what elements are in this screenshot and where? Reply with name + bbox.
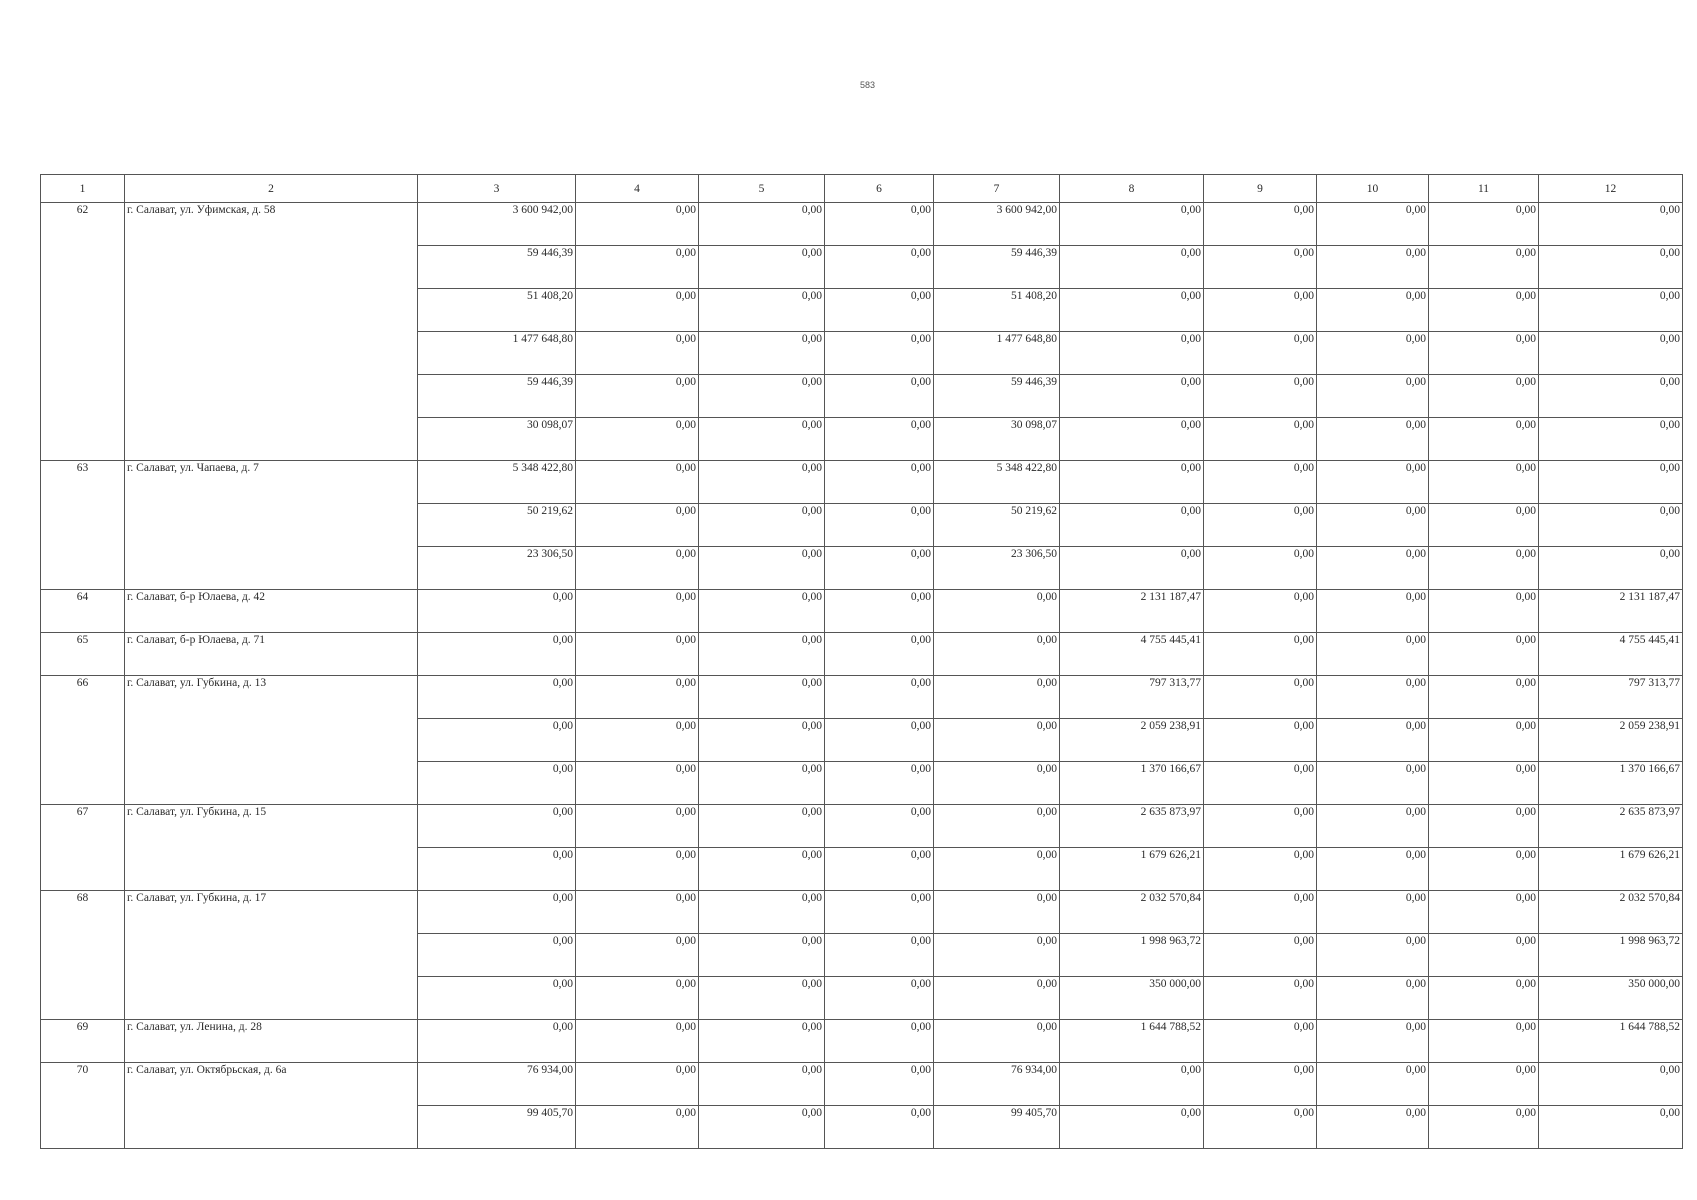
amount-cell: 0,00 (418, 590, 576, 633)
address-cell: г. Салават, ул. Уфимская, д. 58 (125, 203, 418, 461)
amount-cell: 0,00 (825, 977, 934, 1020)
amount-cell: 0,00 (576, 547, 699, 590)
amount-cell: 0,00 (934, 676, 1060, 719)
amount-cell: 0,00 (1539, 332, 1683, 375)
amount-cell: 0,00 (1204, 203, 1317, 246)
amount-cell: 1 644 788,52 (1539, 1020, 1683, 1063)
amount-cell: 0,00 (576, 1020, 699, 1063)
amount-cell: 0,00 (699, 246, 825, 289)
amount-cell: 0,00 (699, 1106, 825, 1149)
amount-cell: 0,00 (825, 1020, 934, 1063)
amount-cell: 1 679 626,21 (1539, 848, 1683, 891)
amount-cell: 0,00 (576, 805, 699, 848)
amount-cell: 2 059 238,91 (1060, 719, 1204, 762)
row-number: 64 (41, 590, 125, 633)
column-header: 2 (125, 175, 418, 203)
amount-cell: 0,00 (1317, 934, 1429, 977)
amount-cell: 0,00 (1204, 289, 1317, 332)
amount-cell: 0,00 (1539, 1106, 1683, 1149)
amount-cell: 0,00 (1429, 375, 1539, 418)
column-header: 9 (1204, 175, 1317, 203)
address-cell: г. Салават, ул. Чапаева, д. 7 (125, 461, 418, 590)
amount-cell: 0,00 (1539, 203, 1683, 246)
amount-cell: 3 600 942,00 (418, 203, 576, 246)
amount-cell: 0,00 (825, 891, 934, 934)
amount-cell: 0,00 (699, 934, 825, 977)
amount-cell: 0,00 (576, 762, 699, 805)
register-table (40, 174, 1683, 1149)
amount-cell: 1 477 648,80 (934, 332, 1060, 375)
row-number: 63 (41, 461, 125, 590)
amount-cell: 0,00 (1317, 375, 1429, 418)
amount-cell: 0,00 (576, 332, 699, 375)
amount-cell: 0,00 (1204, 504, 1317, 547)
amount-cell: 0,00 (825, 1063, 934, 1106)
amount-cell: 350 000,00 (1060, 977, 1204, 1020)
amount-cell: 0,00 (699, 418, 825, 461)
amount-cell: 0,00 (825, 590, 934, 633)
amount-cell: 0,00 (1429, 504, 1539, 547)
address-cell: г. Салават, б-р Юлаева, д. 42 (125, 590, 418, 633)
amount-cell: 0,00 (1429, 246, 1539, 289)
amount-cell: 0,00 (1317, 1063, 1429, 1106)
amount-cell: 0,00 (825, 934, 934, 977)
amount-cell: 2 032 570,84 (1060, 891, 1204, 934)
amount-cell: 0,00 (1060, 246, 1204, 289)
amount-cell: 0,00 (576, 289, 699, 332)
amount-cell: 0,00 (1204, 934, 1317, 977)
amount-cell: 0,00 (825, 289, 934, 332)
amount-cell: 2 131 187,47 (1060, 590, 1204, 633)
column-header: 10 (1317, 175, 1429, 203)
amount-cell: 0,00 (699, 461, 825, 504)
amount-cell: 0,00 (825, 203, 934, 246)
amount-cell: 23 306,50 (418, 547, 576, 590)
row-number: 67 (41, 805, 125, 891)
amount-cell: 0,00 (1317, 719, 1429, 762)
amount-cell: 59 446,39 (418, 246, 576, 289)
amount-cell: 797 313,77 (1539, 676, 1683, 719)
amount-cell: 51 408,20 (418, 289, 576, 332)
amount-cell: 0,00 (1429, 891, 1539, 934)
amount-cell: 0,00 (1429, 719, 1539, 762)
table-row (41, 461, 1683, 504)
amount-cell: 50 219,62 (934, 504, 1060, 547)
amount-cell: 5 348 422,80 (934, 461, 1060, 504)
amount-cell: 0,00 (825, 719, 934, 762)
amount-cell: 2 635 873,97 (1060, 805, 1204, 848)
amount-cell: 0,00 (1060, 461, 1204, 504)
address-cell: г. Салават, ул. Ленина, д. 28 (125, 1020, 418, 1063)
amount-cell: 59 446,39 (934, 246, 1060, 289)
amount-cell: 0,00 (1317, 1106, 1429, 1149)
amount-cell: 0,00 (576, 1063, 699, 1106)
table-row (41, 590, 1683, 633)
amount-cell: 0,00 (1060, 332, 1204, 375)
amount-cell: 0,00 (934, 1020, 1060, 1063)
column-header: 8 (1060, 175, 1204, 203)
amount-cell: 0,00 (699, 1063, 825, 1106)
amount-cell: 0,00 (418, 1020, 576, 1063)
amount-cell: 76 934,00 (934, 1063, 1060, 1106)
amount-cell: 0,00 (1060, 547, 1204, 590)
amount-cell: 0,00 (576, 246, 699, 289)
amount-cell: 0,00 (699, 848, 825, 891)
amount-cell: 0,00 (576, 848, 699, 891)
amount-cell: 0,00 (576, 203, 699, 246)
amount-cell: 0,00 (1204, 418, 1317, 461)
amount-cell: 0,00 (1539, 418, 1683, 461)
amount-cell: 0,00 (934, 719, 1060, 762)
amount-cell: 2 032 570,84 (1539, 891, 1683, 934)
amount-cell: 0,00 (1060, 203, 1204, 246)
amount-cell: 0,00 (1429, 1020, 1539, 1063)
amount-cell: 1 998 963,72 (1060, 934, 1204, 977)
amount-cell: 0,00 (1429, 633, 1539, 676)
amount-cell: 0,00 (418, 891, 576, 934)
amount-cell: 0,00 (825, 418, 934, 461)
amount-cell: 0,00 (934, 891, 1060, 934)
amount-cell: 0,00 (1317, 1020, 1429, 1063)
amount-cell: 0,00 (1060, 418, 1204, 461)
amount-cell: 0,00 (825, 805, 934, 848)
amount-cell: 0,00 (1317, 762, 1429, 805)
address-cell: г. Салават, ул. Октябрьская, д. 6а (125, 1063, 418, 1149)
amount-cell: 0,00 (1429, 547, 1539, 590)
amount-cell: 0,00 (699, 332, 825, 375)
amount-cell: 797 313,77 (1060, 676, 1204, 719)
table-row (41, 203, 1683, 246)
amount-cell: 0,00 (1317, 590, 1429, 633)
amount-cell: 0,00 (1539, 1063, 1683, 1106)
amount-cell: 0,00 (1539, 547, 1683, 590)
address-cell: г. Салават, ул. Губкина, д. 15 (125, 805, 418, 891)
amount-cell: 0,00 (1317, 891, 1429, 934)
column-header: 5 (699, 175, 825, 203)
column-header: 4 (576, 175, 699, 203)
amount-cell: 0,00 (418, 977, 576, 1020)
amount-cell: 0,00 (418, 676, 576, 719)
amount-cell: 0,00 (699, 289, 825, 332)
amount-cell: 0,00 (418, 805, 576, 848)
amount-cell: 0,00 (1317, 461, 1429, 504)
amount-cell: 0,00 (934, 590, 1060, 633)
column-header: 6 (825, 175, 934, 203)
amount-cell: 51 408,20 (934, 289, 1060, 332)
amount-cell: 0,00 (1204, 977, 1317, 1020)
amount-cell: 0,00 (1429, 590, 1539, 633)
amount-cell: 0,00 (934, 977, 1060, 1020)
amount-cell: 2 059 238,91 (1539, 719, 1683, 762)
amount-cell: 0,00 (1204, 1020, 1317, 1063)
amount-cell: 0,00 (1204, 547, 1317, 590)
table-row (41, 891, 1683, 934)
amount-cell: 0,00 (1060, 504, 1204, 547)
address-cell: г. Салават, ул. Губкина, д. 17 (125, 891, 418, 1020)
amount-cell: 0,00 (576, 719, 699, 762)
row-number: 65 (41, 633, 125, 676)
amount-cell: 30 098,07 (418, 418, 576, 461)
amount-cell: 0,00 (825, 676, 934, 719)
amount-cell: 0,00 (1204, 1063, 1317, 1106)
amount-cell: 0,00 (576, 590, 699, 633)
amount-cell: 59 446,39 (418, 375, 576, 418)
amount-cell: 0,00 (825, 504, 934, 547)
amount-cell: 1 679 626,21 (1060, 848, 1204, 891)
amount-cell: 0,00 (576, 1106, 699, 1149)
amount-cell: 2 131 187,47 (1539, 590, 1683, 633)
amount-cell: 2 635 873,97 (1539, 805, 1683, 848)
column-header: 11 (1429, 175, 1539, 203)
amount-cell: 5 348 422,80 (418, 461, 576, 504)
amount-cell: 0,00 (1429, 848, 1539, 891)
amount-cell: 0,00 (825, 246, 934, 289)
amount-cell: 0,00 (1060, 1063, 1204, 1106)
amount-cell: 0,00 (1204, 719, 1317, 762)
row-number: 69 (41, 1020, 125, 1063)
amount-cell: 0,00 (699, 203, 825, 246)
amount-cell: 0,00 (1204, 461, 1317, 504)
amount-cell: 0,00 (699, 762, 825, 805)
table-row (41, 1063, 1683, 1106)
amount-cell: 0,00 (1429, 762, 1539, 805)
amount-cell: 0,00 (418, 633, 576, 676)
amount-cell: 0,00 (1204, 762, 1317, 805)
amount-cell: 0,00 (825, 461, 934, 504)
table-row (41, 1020, 1683, 1063)
amount-cell: 0,00 (1539, 461, 1683, 504)
amount-cell: 350 000,00 (1539, 977, 1683, 1020)
amount-cell: 0,00 (1429, 1063, 1539, 1106)
amount-cell: 0,00 (699, 547, 825, 590)
amount-cell: 0,00 (418, 719, 576, 762)
amount-cell: 0,00 (699, 633, 825, 676)
amount-cell: 0,00 (1429, 805, 1539, 848)
amount-cell: 0,00 (1204, 332, 1317, 375)
amount-cell: 0,00 (699, 977, 825, 1020)
amount-cell: 0,00 (418, 762, 576, 805)
amount-cell: 0,00 (1429, 461, 1539, 504)
amount-cell: 0,00 (1204, 590, 1317, 633)
address-cell: г. Салават, ул. Губкина, д. 13 (125, 676, 418, 805)
amount-cell: 1 477 648,80 (418, 332, 576, 375)
amount-cell: 0,00 (1317, 676, 1429, 719)
amount-cell: 0,00 (576, 934, 699, 977)
table-row (41, 676, 1683, 719)
amount-cell: 0,00 (576, 977, 699, 1020)
amount-cell: 0,00 (1429, 418, 1539, 461)
amount-cell: 0,00 (825, 633, 934, 676)
amount-cell: 0,00 (576, 504, 699, 547)
amount-cell: 0,00 (1317, 977, 1429, 1020)
amount-cell: 59 446,39 (934, 375, 1060, 418)
amount-cell: 0,00 (825, 332, 934, 375)
amount-cell: 0,00 (699, 590, 825, 633)
amount-cell: 0,00 (934, 762, 1060, 805)
amount-cell: 0,00 (1317, 504, 1429, 547)
amount-cell: 0,00 (1429, 1106, 1539, 1149)
row-number: 68 (41, 891, 125, 1020)
amount-cell: 3 600 942,00 (934, 203, 1060, 246)
amount-cell: 0,00 (1429, 289, 1539, 332)
amount-cell: 1 370 166,67 (1060, 762, 1204, 805)
amount-cell: 0,00 (934, 633, 1060, 676)
column-header: 3 (418, 175, 576, 203)
amount-cell: 0,00 (699, 719, 825, 762)
amount-cell: 0,00 (825, 1106, 934, 1149)
amount-cell: 0,00 (1060, 289, 1204, 332)
amount-cell: 0,00 (699, 1020, 825, 1063)
amount-cell: 1 370 166,67 (1539, 762, 1683, 805)
amount-cell: 0,00 (1317, 547, 1429, 590)
amount-cell: 0,00 (1539, 375, 1683, 418)
amount-cell: 0,00 (825, 762, 934, 805)
amount-cell: 0,00 (1204, 805, 1317, 848)
amount-cell: 0,00 (1204, 848, 1317, 891)
page-number: 583 (859, 80, 876, 90)
amount-cell: 0,00 (1317, 203, 1429, 246)
row-number: 62 (41, 203, 125, 461)
amount-cell: 0,00 (1539, 289, 1683, 332)
amount-cell: 1 998 963,72 (1539, 934, 1683, 977)
column-header: 1 (41, 175, 125, 203)
amount-cell: 0,00 (1429, 977, 1539, 1020)
amount-cell: 76 934,00 (418, 1063, 576, 1106)
amount-cell: 0,00 (1429, 203, 1539, 246)
amount-cell: 0,00 (1204, 375, 1317, 418)
amount-cell: 0,00 (1060, 375, 1204, 418)
amount-cell: 99 405,70 (418, 1106, 576, 1149)
amount-cell: 0,00 (1429, 934, 1539, 977)
amount-cell: 0,00 (825, 848, 934, 891)
amount-cell: 0,00 (825, 375, 934, 418)
amount-cell: 0,00 (576, 418, 699, 461)
column-number-row (41, 175, 1683, 203)
amount-cell: 0,00 (576, 676, 699, 719)
table-row (41, 805, 1683, 848)
amount-cell: 0,00 (1539, 246, 1683, 289)
amount-cell: 0,00 (1429, 332, 1539, 375)
column-header: 7 (934, 175, 1060, 203)
amount-cell: 0,00 (1060, 1106, 1204, 1149)
amount-cell: 0,00 (1539, 504, 1683, 547)
table-row (41, 633, 1683, 676)
amount-cell: 0,00 (1317, 633, 1429, 676)
amount-cell: 0,00 (1317, 289, 1429, 332)
amount-cell: 0,00 (1317, 246, 1429, 289)
amount-cell: 0,00 (576, 375, 699, 418)
amount-cell: 0,00 (1317, 418, 1429, 461)
amount-cell: 0,00 (699, 504, 825, 547)
amount-cell: 0,00 (1204, 246, 1317, 289)
amount-cell: 0,00 (1317, 848, 1429, 891)
amount-cell: 0,00 (1317, 332, 1429, 375)
amount-cell: 4 755 445,41 (1539, 633, 1683, 676)
amount-cell: 0,00 (934, 934, 1060, 977)
amount-cell: 0,00 (576, 891, 699, 934)
amount-cell: 0,00 (418, 848, 576, 891)
amount-cell: 0,00 (1204, 1106, 1317, 1149)
amount-cell: 0,00 (576, 461, 699, 504)
amount-cell: 0,00 (699, 375, 825, 418)
amount-cell: 4 755 445,41 (1060, 633, 1204, 676)
amount-cell: 0,00 (934, 848, 1060, 891)
amount-cell: 0,00 (1317, 805, 1429, 848)
amount-cell: 0,00 (1204, 676, 1317, 719)
address-cell: г. Салават, б-р Юлаева, д. 71 (125, 633, 418, 676)
column-header: 12 (1539, 175, 1683, 203)
amount-cell: 0,00 (699, 891, 825, 934)
row-number: 66 (41, 676, 125, 805)
amount-cell: 0,00 (418, 934, 576, 977)
amount-cell: 1 644 788,52 (1060, 1020, 1204, 1063)
amount-cell: 0,00 (699, 805, 825, 848)
amount-cell: 30 098,07 (934, 418, 1060, 461)
amount-cell: 0,00 (1429, 676, 1539, 719)
amount-cell: 23 306,50 (934, 547, 1060, 590)
amount-cell: 50 219,62 (418, 504, 576, 547)
amount-cell: 0,00 (1204, 633, 1317, 676)
amount-cell: 0,00 (934, 805, 1060, 848)
amount-cell: 0,00 (576, 633, 699, 676)
amount-cell: 0,00 (699, 676, 825, 719)
amount-cell: 0,00 (1204, 891, 1317, 934)
row-number: 70 (41, 1063, 125, 1149)
amount-cell: 99 405,70 (934, 1106, 1060, 1149)
amount-cell: 0,00 (825, 547, 934, 590)
